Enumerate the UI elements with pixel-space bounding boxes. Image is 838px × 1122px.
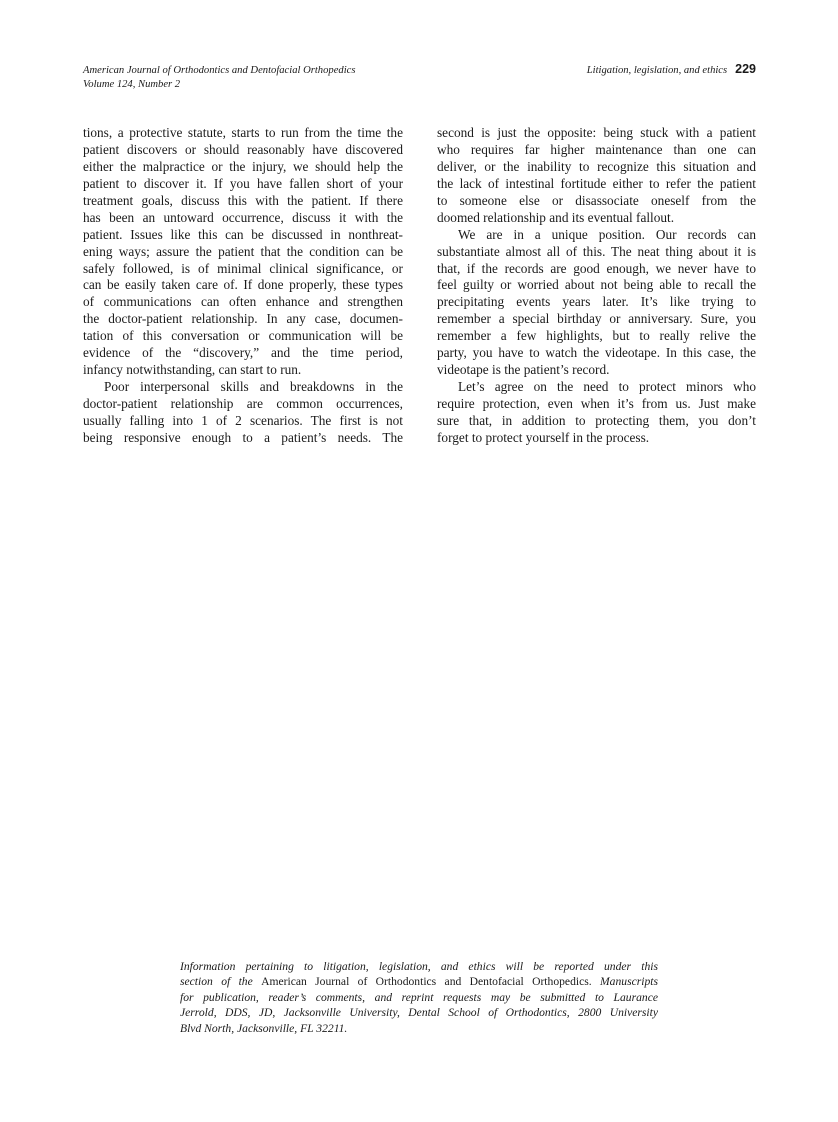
volume-issue: Volume 124, Number 2: [83, 78, 181, 90]
text-line: remember a few highlights, but to really relive the: [437, 328, 756, 344]
running-header-left: [83, 64, 355, 91]
right-column: [437, 125, 756, 447]
text-line: who requires far higher maintenance than one can: [437, 141, 756, 157]
text-line: usually falling into 1 of 2 scenarios. The first is not: [83, 412, 403, 428]
text-line: party, you have to watch the videotape. In this case, the: [437, 345, 756, 361]
text-line: deliver, or the inability to recognize this situation and: [437, 158, 756, 174]
footnote-line: Blvd North, Jacksonville, FL 32211.: [180, 1021, 348, 1035]
footnote-line: Jerrold, DDS, JD, Jacksonville University, Dental School of Orthodontics, 2800 University: [180, 1006, 658, 1020]
text-line: doomed relationship and its eventual fallout.: [437, 209, 675, 225]
text-line: forget to protect yourself in the process.: [437, 429, 650, 445]
text-line: Let’s agree on the need to protect minors who: [458, 379, 756, 395]
running-header-right: [587, 62, 756, 76]
text-line: infancy notwithstanding, can start to run.: [83, 362, 302, 378]
text-line: that, if the records are good enough, we never have to: [437, 260, 756, 276]
text-line: doctor-patient relationship are common occurrences,: [83, 396, 403, 411]
journal-name: American Journal of Orthodontics and Dentofacial Orthopedics.: [261, 975, 592, 989]
text-line: safely followed, is of minimal clinical significance, or: [83, 260, 403, 276]
text-line: second is just the opposite: being stuck with a patient: [437, 125, 756, 140]
text-line: has been an untoward occurrence, discuss it with the: [83, 209, 403, 225]
text-line: precipitating events years later. It’s like trying to: [437, 294, 756, 310]
text-line: require protection, even when it’s from us. Just make: [437, 396, 756, 411]
section-footnote: [180, 959, 658, 1036]
text-line: remember a special birthday or anniversary. Sure, you: [437, 311, 756, 327]
text-line: tions, a protective statute, starts to run from the time the: [83, 125, 403, 140]
text-line: either the malpractice or the injury, we should help the: [83, 158, 403, 174]
text-line: the lack of intestinal fortitude either to refer the patient: [437, 175, 756, 191]
text-line: tation of this conversation or communication will be: [83, 328, 403, 344]
left-column: [83, 125, 403, 447]
text-line: the doctor-patient relationship. In any case, documen-: [83, 311, 403, 327]
text-line: videotape is the patient’s record.: [437, 362, 610, 378]
text-line: sure that, in addition to protecting them, you don’t: [437, 412, 756, 428]
text-line: patient to discover it. If you have fallen short of your: [83, 175, 403, 191]
text-line: being responsive enough to a patient’s needs. The: [83, 429, 403, 445]
footnote-italic: section of the: [180, 975, 253, 989]
text-line: patient. Issues like this can be discussed in nonthreat-: [83, 226, 403, 242]
text-line: feel guilty or worried about not being able to recall the: [437, 277, 756, 293]
text-line: treatment goals, discuss this with the patient. If there: [83, 192, 403, 208]
text-line: of communications can often enhance and strengthen: [83, 294, 403, 310]
footnote-line: Information pertaining to litigation, legislation, and ethics will be reported under this: [180, 960, 658, 973]
text-line: can be easily taken care of. If done properly, these types: [83, 277, 403, 293]
footnote-italic: Manuscripts: [600, 975, 658, 989]
text-line: substantiate almost all of this. The neat thing about it is: [437, 243, 756, 259]
page-number: 229: [735, 62, 756, 76]
footnote-line: for publication, reader’s comments, and reprint requests may be submitted to Laurance: [180, 990, 658, 1004]
text-line: evidence of the “discovery,” and the time period,: [83, 345, 403, 361]
text-line: We are in a unique position. Our records can: [458, 226, 756, 242]
text-line: patient discovers or should reasonably have discovered: [83, 141, 403, 157]
text-line: Poor interpersonal skills and breakdowns in the: [104, 379, 403, 395]
journal-title: American Journal of Orthodontics and Dentofacial Orthopedics: [83, 65, 356, 76]
text-line: to someone else or disassociate oneself from the: [437, 192, 756, 208]
footnote-line: [180, 974, 658, 989]
section-title: Litigation, legislation, and ethics: [586, 65, 728, 76]
text-line: ening ways; assure the patient that the condition can be: [83, 243, 403, 259]
